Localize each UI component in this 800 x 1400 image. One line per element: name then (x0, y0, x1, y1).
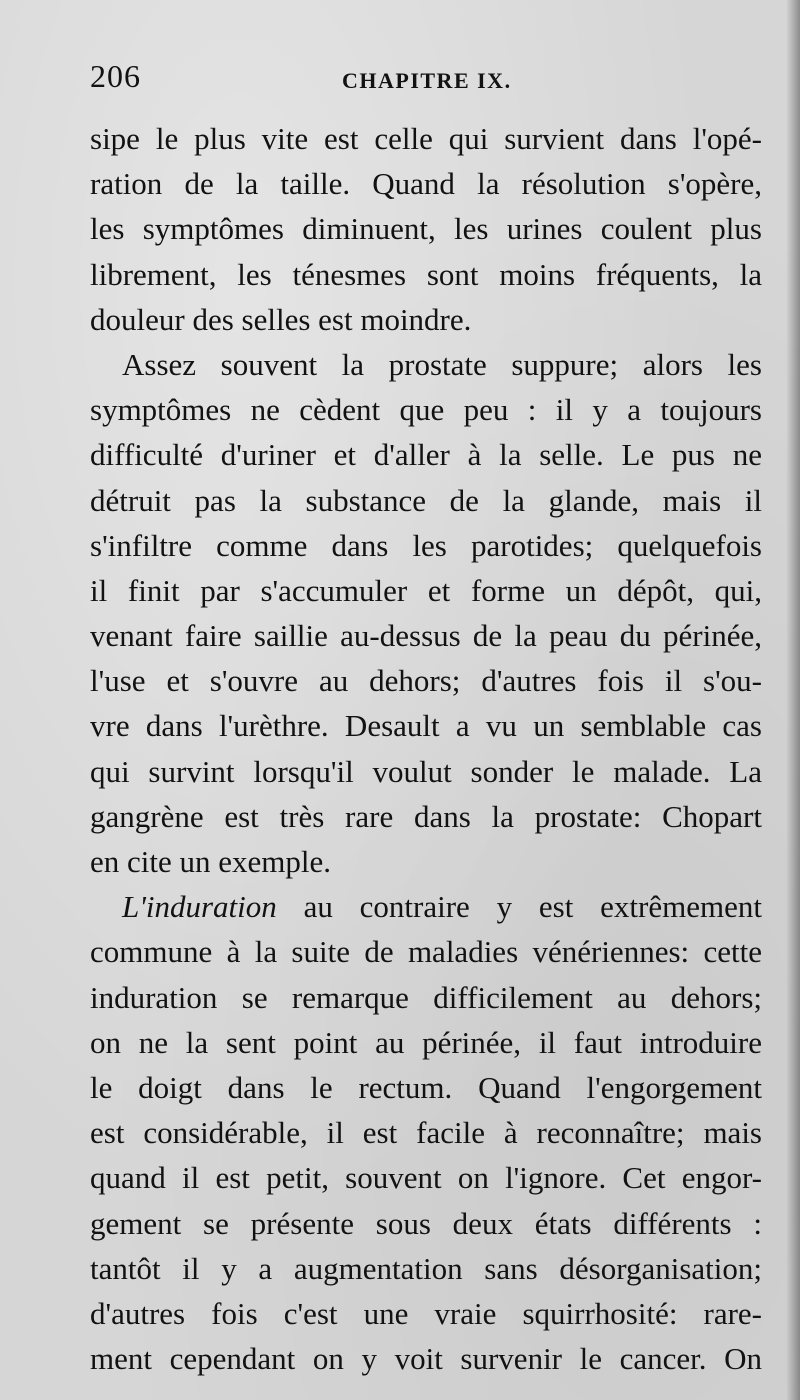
running-head: CHAPITRE IX. (342, 68, 512, 93)
text-line: induration se remarque difficilement au dehors; (90, 979, 762, 1015)
text-line: ration de la taille. Quand la résolution s'opère, (90, 166, 762, 202)
text-line: gangrène est très rare dans la prostate: Chopart (90, 798, 762, 834)
text-line: gement se présente sous deux états différents : (90, 1205, 762, 1241)
line-rest: au contraire y est extrêmement (276, 889, 762, 925)
text-line: douleur des selles est moindre. (90, 301, 472, 337)
text-line: venant faire saillie au-dessus de la peau du périnée, (90, 618, 762, 654)
italic-term: L'induration (122, 889, 277, 925)
text-line: commune à la suite de maladies vénériennes: cette (90, 934, 762, 970)
text-line: il finit par s'accumuler et forme un dépôt, qui, (90, 572, 762, 608)
page-header (90, 58, 770, 98)
text-line: en cite un exemple. (90, 844, 332, 879)
text-line: Assez souvent la prostate suppure; alors les (122, 346, 762, 382)
text-line: s'infiltre comme dans les parotides; quelquefois (90, 527, 762, 563)
text-line-italic-start (90, 884, 762, 929)
text-line: difficulté d'uriner et d'aller à la selle. Le pus ne (90, 437, 762, 473)
text-line: tantôt il y a augmentation sans désorganisation; (90, 1250, 762, 1286)
text-line: le doigt dans le rectum. Quand l'engorgement (90, 1069, 762, 1105)
page-number: 206 (90, 58, 141, 94)
text-line: les symptômes diminuent, les urines coulent plus (90, 211, 762, 247)
text-line: ment cependant on y voit survenir le cancer. On (90, 1341, 762, 1377)
text-line: qui survint lorsqu'il voulut sonder le malade. La (90, 753, 762, 789)
text-line: quand il est petit, souvent on l'ignore. Cet engor- (90, 1160, 762, 1196)
body-text (90, 116, 762, 1381)
text-line: détruit pas la substance de la glande, mais il (90, 482, 762, 518)
text-line: d'autres fois c'est une vraie squirrhosité: rare- (90, 1295, 762, 1331)
text-line: on ne la sent point au périnée, il faut introduire (90, 1024, 762, 1060)
text-line: sipe le plus vite est celle qui survient dans l'opé- (90, 121, 762, 156)
text-line: l'use et s'ouvre au dehors; d'autres fois il s'ou- (90, 663, 762, 699)
text-line: est considérable, il est facile à reconnaître; mais (90, 1115, 762, 1151)
text-line: vre dans l'urèthre. Desault a vu un semblable cas (90, 708, 762, 744)
text-line: librement, les ténesmes sont moins fréquents, la (90, 256, 762, 292)
text-line: symptômes ne cèdent que peu : il y a toujours (90, 392, 762, 428)
page-edge-shadow (786, 0, 800, 1400)
